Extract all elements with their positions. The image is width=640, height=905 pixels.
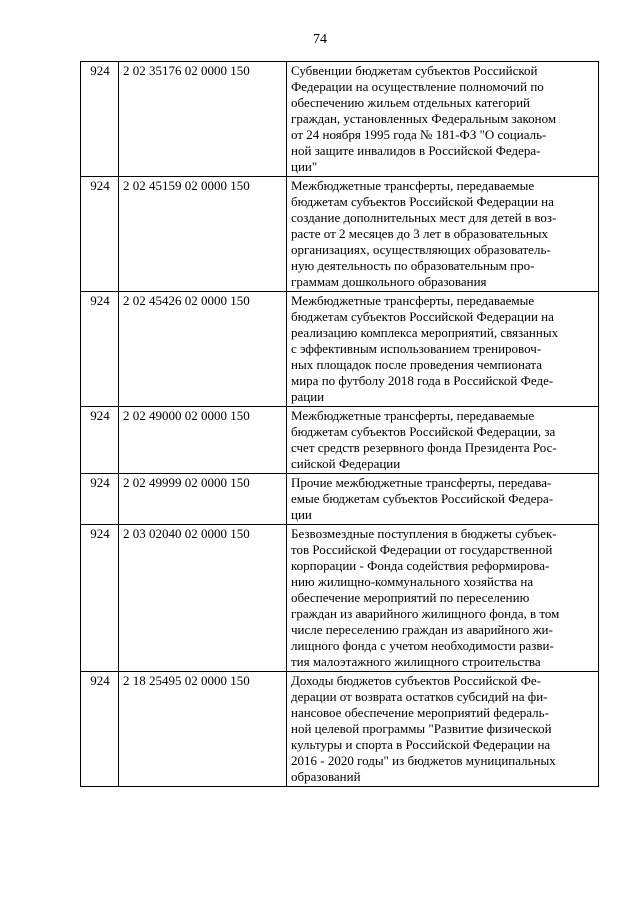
description-cell [287,292,599,407]
description-cell [287,474,599,525]
budget-code-cell: 2 03 02040 02 0000 150 [119,525,287,672]
admin-code-cell: 924 [81,177,119,292]
admin-code-cell: 924 [81,672,119,787]
description-cell [287,672,599,787]
admin-code-cell: 924 [81,407,119,474]
budget-code-cell: 2 02 45426 02 0000 150 [119,292,287,407]
table-row [81,525,599,672]
description-text: Доходы бюджетов субъектов Российской Фе- дерации от возврата остатков субсидий на фи- нансовое обеспечение мероприятий федераль- ной целевой программы "Развитие физической культуры и спорта в Российской Федерации на 2016 - 2020 годы" из бюджетов муниципальных образований [291,673,556,784]
description-text: Безвозмездные поступления в бюджеты субъек- тов Российской Федерации от государственной корпорации - Фонда содействия реформирова- нию жилищно-коммунального хозяйства на обеспечение мероприятий по переселению граждан из аварийного жилищного фонда, в том числе переселению граждан из аварийного жи- лищного фонда с учетом необходимости разви- тия малоэтажного жилищного строительства [291,526,560,669]
admin-code-cell: 924 [81,525,119,672]
budget-code-cell: 2 02 49999 02 0000 150 [119,474,287,525]
description-text: Межбюджетные трансферты, передаваемые бюджетам субъектов Российской Федерации на реализацию комплекса мероприятий, связанных с эффективным использованием тренировоч- ных площадок после проведения чемпионата мира по футболу 2018 года в Российской Феде- рации [291,293,559,404]
revenue-codes-table [80,61,599,787]
budget-code-cell: 2 02 49000 02 0000 150 [119,407,287,474]
description-cell [287,177,599,292]
description-text: Субвенции бюджетам субъектов Российской Федерации на осуществление полномочий по обеспечению жильем отдельных категорий граждан, установленных Федеральным законом от 24 ноября 1995 года № 181-ФЗ "О социаль- ной защите инвалидов в Российской Федера- ции" [291,63,557,174]
admin-code-cell: 924 [81,474,119,525]
table-row [81,177,599,292]
budget-code-cell: 2 18 25495 02 0000 150 [119,672,287,787]
description-text: Прочие межбюджетные трансферты, передава- емые бюджетам субъектов Российской Федера- ции [291,475,554,522]
budget-code-cell: 2 02 45159 02 0000 150 [119,177,287,292]
admin-code-cell: 924 [81,62,119,177]
table-row [81,407,599,474]
page-number: 74 [313,32,327,47]
table-row [81,292,599,407]
budget-code-cell: 2 02 35176 02 0000 150 [119,62,287,177]
table-row [81,474,599,525]
table-row [81,672,599,787]
description-text: Межбюджетные трансферты, передаваемые бюджетам субъектов Российской Федерации, за счет средств резервного фонда Президента Рос- сийской Федерации [291,408,557,471]
admin-code-cell: 924 [81,292,119,407]
description-cell [287,407,599,474]
table-row [81,62,599,177]
description-cell [287,525,599,672]
description-text: Межбюджетные трансферты, передаваемые бюджетам субъектов Российской Федерации на создание дополнительных мест для детей в воз- расте от 2 месяцев до 3 лет в образовательных организациях, осуществляющих образователь- ную деятельность по образовательным про- граммам дошкольного образования [291,178,557,289]
description-cell [287,62,599,177]
